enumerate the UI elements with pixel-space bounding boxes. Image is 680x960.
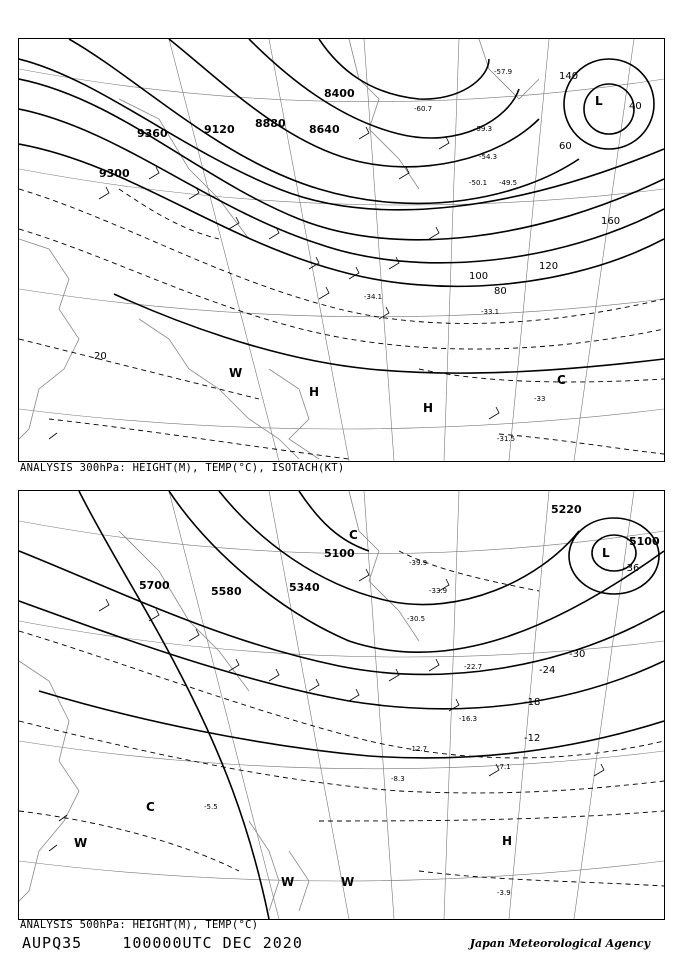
station-values — [204, 559, 511, 897]
high-center: H — [309, 385, 320, 399]
isotach-label: 80 — [494, 286, 507, 297]
temp-label: -36 — [623, 563, 640, 574]
isotach-label: 140 — [559, 71, 579, 82]
cold-center: C — [146, 800, 155, 814]
map-500hpa — [18, 490, 665, 920]
isotach-label: 120 — [539, 261, 559, 272]
low-center: L — [595, 94, 603, 108]
caption-300hpa: ANALYSIS 300hPa: HEIGHT(M), TEMP(°C), ISOTACH(KT) — [20, 462, 345, 474]
temperature-isotherms — [19, 551, 664, 886]
temp-labels — [524, 563, 639, 744]
caption-500hpa: ANALYSIS 500hPa: HEIGHT(M), TEMP(°C) — [20, 919, 259, 931]
warm-center: W — [229, 366, 243, 380]
station-value: -34.1 — [364, 293, 383, 301]
station-value: -30.5 — [407, 615, 426, 623]
isotachs — [19, 189, 664, 459]
temp-label: -18 — [524, 697, 541, 708]
station-value: -33.9 — [429, 587, 448, 595]
station-value: -57.9 — [494, 68, 513, 76]
isotach-label: 60 — [559, 141, 572, 152]
station-value: -3.9 — [497, 889, 511, 897]
chart-code — [22, 934, 303, 952]
station-value: -33.1 — [481, 308, 500, 316]
station-value: -5.5 — [204, 803, 218, 811]
station-value: -33 — [534, 395, 546, 403]
isotach-label: 20 — [94, 351, 107, 362]
chart-id: AUPQ35 — [22, 934, 83, 952]
height-label: 8400 — [324, 87, 355, 100]
height-label: 5700 — [139, 579, 170, 592]
height-label: 8880 — [255, 117, 286, 130]
height-label: 9360 — [137, 127, 168, 140]
valid-time: 100000UTC DEC 2020 — [122, 934, 303, 952]
height-label: 8640 — [309, 123, 340, 136]
agency-name: Japan Meteorological Agency — [469, 937, 650, 950]
station-value: -16.3 — [459, 715, 478, 723]
height-label: 9300 — [99, 167, 130, 180]
height-label: 9120 — [204, 123, 235, 136]
map-500hpa-graphic — [19, 491, 664, 919]
high-center: H — [502, 834, 513, 848]
height-label: 5580 — [211, 585, 242, 598]
temp-label: -30 — [569, 649, 586, 660]
isotach-label: 160 — [601, 216, 621, 227]
map-300hpa — [18, 38, 665, 462]
station-value: -31.5 — [497, 435, 516, 443]
pressure-systems — [229, 94, 603, 415]
cold-center: C — [349, 528, 358, 542]
isotach-label: 40 — [629, 101, 642, 112]
station-value: -54.3 — [479, 153, 498, 161]
height-label: 5340 — [289, 581, 320, 594]
station-value: -7.1 — [497, 763, 511, 771]
low-contours — [569, 518, 659, 594]
height-label: 5220 — [551, 503, 582, 516]
station-value: -39.9 — [409, 559, 428, 567]
station-value: -49.5 — [499, 179, 518, 187]
height-label: 5100 — [324, 547, 355, 560]
station-values — [364, 68, 545, 443]
high-center: H — [423, 401, 434, 415]
station-value: -12.7 — [409, 745, 428, 753]
cold-center: C — [557, 373, 566, 387]
isotach-labels — [94, 71, 642, 362]
height-labels — [139, 503, 660, 598]
warm-center: W — [74, 836, 88, 850]
warm-center: W — [341, 875, 355, 889]
temp-label: -12 — [524, 733, 541, 744]
wind-barbs — [49, 569, 604, 851]
station-value: -50.1 — [469, 179, 488, 187]
low-center: L — [602, 546, 610, 560]
map-300hpa-graphic — [19, 39, 664, 461]
coastline — [19, 39, 539, 459]
isotach-label: 100 — [469, 271, 489, 282]
station-value: -8.3 — [391, 775, 405, 783]
station-value: -60.7 — [414, 105, 433, 113]
station-value: -22.7 — [464, 663, 483, 671]
height-label: 5100 — [629, 535, 660, 548]
temp-label: -24 — [539, 665, 556, 676]
warm-center: W — [281, 875, 295, 889]
station-value: -59.3 — [474, 125, 493, 133]
